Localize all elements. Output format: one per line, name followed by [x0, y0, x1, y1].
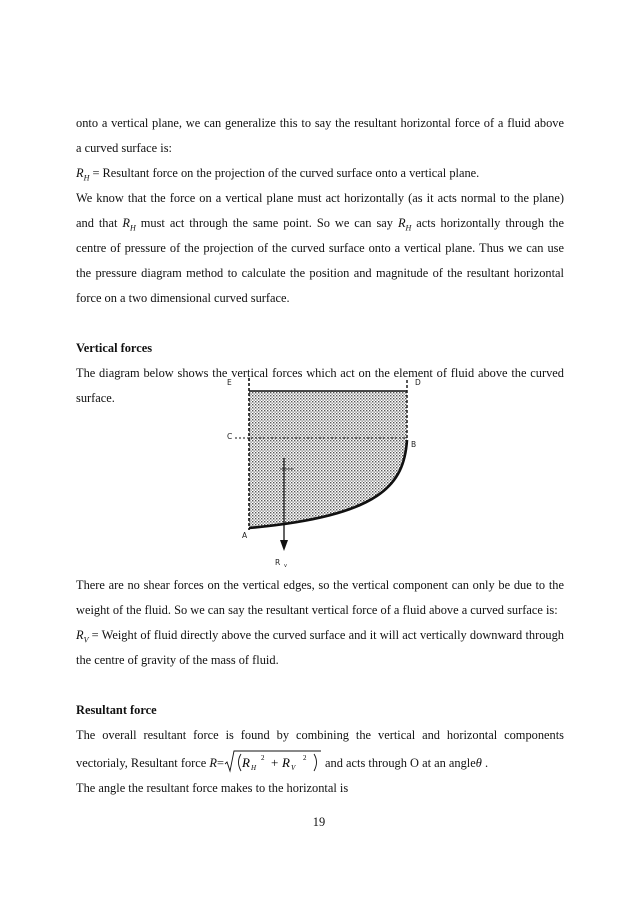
period: .: [481, 756, 489, 770]
equals-sign: =: [216, 756, 224, 770]
rh-definition-text: = Resultant force on the projection of the curved surface onto a vertical plane.: [89, 166, 480, 180]
horizontal-paragraph: [76, 186, 564, 311]
label-v-subscript: v: [284, 563, 287, 568]
rh-symbol: R: [76, 166, 84, 180]
vertical-forces-diagram: [222, 374, 422, 568]
rv-definition-text: = Weight of fluid directly above the curved surface and it will act vertically downward through the centre of gravity of the mass of fluid.: [76, 628, 564, 667]
rv-definition: [76, 623, 564, 673]
label-c: C: [227, 432, 233, 441]
label-e: E: [227, 378, 232, 387]
paragraph-line: The angle the resultant force makes to the horizontal is: [76, 781, 349, 796]
label-d: D: [415, 378, 421, 387]
label-b: B: [411, 440, 417, 449]
rh-symbol: R: [122, 216, 130, 230]
r-symbol: R: [209, 756, 217, 770]
formula-exp: 2: [302, 754, 307, 763]
page-number: 19: [312, 815, 326, 829]
rh-subscript: H: [83, 173, 90, 183]
formula-plus: +: [270, 755, 279, 771]
fluid-region: [249, 391, 407, 528]
paragraph-text: acts horizontally through the centre of pressure of the projection of the curved surface onto a vertical plane. Thus we can use the pressure diagram method to calculate the position and magnitude of the resultant horizontal force on a two dimensional curved surface.: [76, 216, 564, 305]
close-paren: [314, 754, 317, 771]
paragraph-text: We know that the force on a vertical plane must act horizontally (as it acts normal to the plane) and that: [76, 191, 564, 230]
formula-tail-text: and acts through O at an angle: [321, 756, 476, 770]
rv-symbol: R: [76, 628, 84, 642]
section-vertical-and-resultant: [76, 573, 564, 801]
paragraph-text: must act through the same point. So we can say: [135, 216, 398, 230]
rh-subscript: H: [405, 223, 412, 233]
paragraph-line: The overall resultant force is found by combining the vertical and horizontal components: [76, 728, 564, 742]
rh-definition: [76, 161, 564, 186]
rv-subscript: V: [83, 635, 89, 645]
paragraph-line: onto a vertical plane, we can generalize this to say the resultant horizontal force of a fluid above: [76, 116, 564, 130]
formula-sub-h: H: [250, 764, 257, 773]
formula-line: [76, 751, 564, 776]
resultant-arrowhead: [280, 540, 288, 551]
label-a: A: [242, 531, 248, 540]
formula-intro-text: vectorialy, Resultant force: [76, 756, 210, 770]
vertical-paragraph: There are no shear forces on the vertical edges, so the vertical component can only be due to the weight of the fluid. So we can say the resultant vertical force of a fluid above a curved surface is:: [76, 578, 564, 617]
heading-resultant-force: Resultant force: [76, 703, 157, 717]
formula-rh: R: [241, 755, 250, 771]
formula-sub-v: V: [290, 764, 296, 773]
paragraph-line: a curved surface is:: [76, 141, 172, 155]
paragraph-line: The diagram below shows the vertical forces which act on the element of fluid above the curved: [76, 366, 564, 380]
heading-vertical-forces: Vertical forces: [76, 341, 153, 355]
formula-exp: 2: [260, 754, 265, 763]
theta-symbol: θ: [475, 756, 482, 770]
label-r: R: [275, 558, 281, 567]
paragraph-line: surface.: [76, 391, 115, 405]
section-horizontal-force: [76, 111, 564, 411]
formula-rv: R: [281, 755, 290, 771]
open-paren: [238, 754, 241, 771]
rh-subscript: H: [130, 223, 136, 233]
rh-symbol: R: [397, 216, 406, 230]
resultant-formula: [224, 750, 322, 774]
